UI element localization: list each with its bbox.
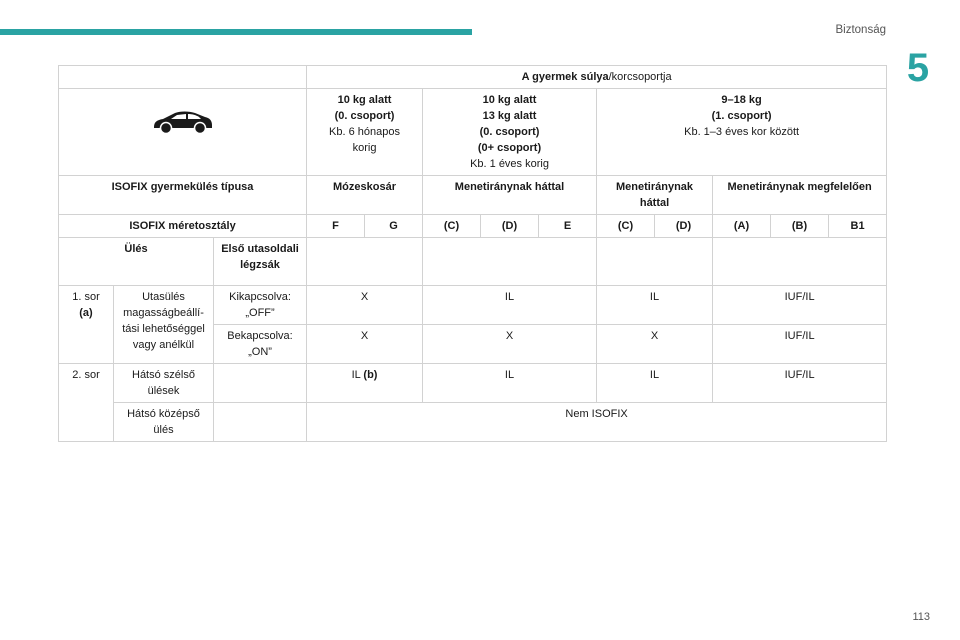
row2-outer-seat: Hátsó szélső ülések xyxy=(114,364,214,403)
row1-airbag-on: Bekapcsolva: „ON” xyxy=(214,325,307,364)
type-1: Menetiránynak háttal xyxy=(423,176,597,215)
empty-cell xyxy=(423,238,597,286)
row1-on-value: X xyxy=(423,325,597,364)
weight-group-2: 9–18 kg (1. csoport) Kb. 1–3 éves kor között xyxy=(597,89,887,176)
page-number: 113 xyxy=(912,611,930,623)
class-5: (C) xyxy=(597,215,655,238)
row2-outer-value: IL xyxy=(597,364,713,403)
type-0: Mózeskosár xyxy=(307,176,423,215)
table-row xyxy=(59,286,887,325)
class-2: (C) xyxy=(423,215,481,238)
table-title: A gyermek súlya/korcsoportja xyxy=(307,66,887,89)
row1-off-value: IUF/IL xyxy=(713,286,887,325)
weight-group-1: 10 kg alatt 13 kg alatt (0. csoport) (0+ csoport) Kb. 1 éves korig xyxy=(423,89,597,176)
table-title-row xyxy=(59,66,887,89)
table-row xyxy=(59,403,887,442)
seat-type-row xyxy=(59,176,887,215)
size-class-row xyxy=(59,215,887,238)
row1-airbag-off: Kikapcsolva: „OFF” xyxy=(214,286,307,325)
class-label: ISOFIX méretosztály xyxy=(59,215,307,238)
table-row xyxy=(59,364,887,403)
weight-group-0: 10 kg alatt (0. csoport) Kb. 6 hónapos korig xyxy=(307,89,423,176)
seat-header-row xyxy=(59,238,887,286)
car-icon xyxy=(151,106,215,136)
row1-off-value: X xyxy=(307,286,423,325)
class-3: (D) xyxy=(481,215,539,238)
class-1: G xyxy=(365,215,423,238)
empty-cell xyxy=(713,238,887,286)
row2-outer-value: IL xyxy=(423,364,597,403)
weight-group-row xyxy=(59,89,887,176)
row1-on-value: X xyxy=(597,325,713,364)
row1-on-value: IUF/IL xyxy=(713,325,887,364)
empty-cell xyxy=(214,403,307,442)
header-accent-bar xyxy=(0,29,472,35)
row1-off-value: IL xyxy=(423,286,597,325)
row2-label: 2. sor xyxy=(59,364,114,442)
row2-outer-value: IUF/IL xyxy=(713,364,887,403)
row1-label: 1. sor (a) xyxy=(59,286,114,364)
row1-on-value: X xyxy=(307,325,423,364)
row1-off-value: IL xyxy=(597,286,713,325)
type-2: Menetiránynak háttal xyxy=(597,176,713,215)
section-title: Biztonság xyxy=(835,24,886,36)
empty-cell xyxy=(307,238,423,286)
type-3: Menetiránynak megfelelően xyxy=(713,176,887,215)
isofix-table xyxy=(58,65,887,442)
chapter-number: 5 xyxy=(906,46,930,90)
class-0: F xyxy=(307,215,365,238)
row2-center-seat: Hátsó középső ülés xyxy=(114,403,214,442)
seat-label: Ülés xyxy=(59,238,214,286)
class-7: (A) xyxy=(713,215,771,238)
row1-seat: Utasülés magasságbeállí-tási lehetőséggel vagy anélkül xyxy=(114,286,214,364)
row2-center-value: Nem ISOFIX xyxy=(307,403,887,442)
row2-outer-value: IL (b) xyxy=(307,364,423,403)
type-label: ISOFIX gyermekülés típusa xyxy=(59,176,307,215)
class-4: E xyxy=(539,215,597,238)
class-9: B1 xyxy=(829,215,887,238)
class-8: (B) xyxy=(771,215,829,238)
empty-cell xyxy=(214,364,307,403)
car-icon-cell xyxy=(59,89,307,176)
empty-cell xyxy=(597,238,713,286)
airbag-label: Első utasoldali légzsák xyxy=(214,238,307,286)
class-6: (D) xyxy=(655,215,713,238)
table-corner-cell xyxy=(59,66,307,89)
